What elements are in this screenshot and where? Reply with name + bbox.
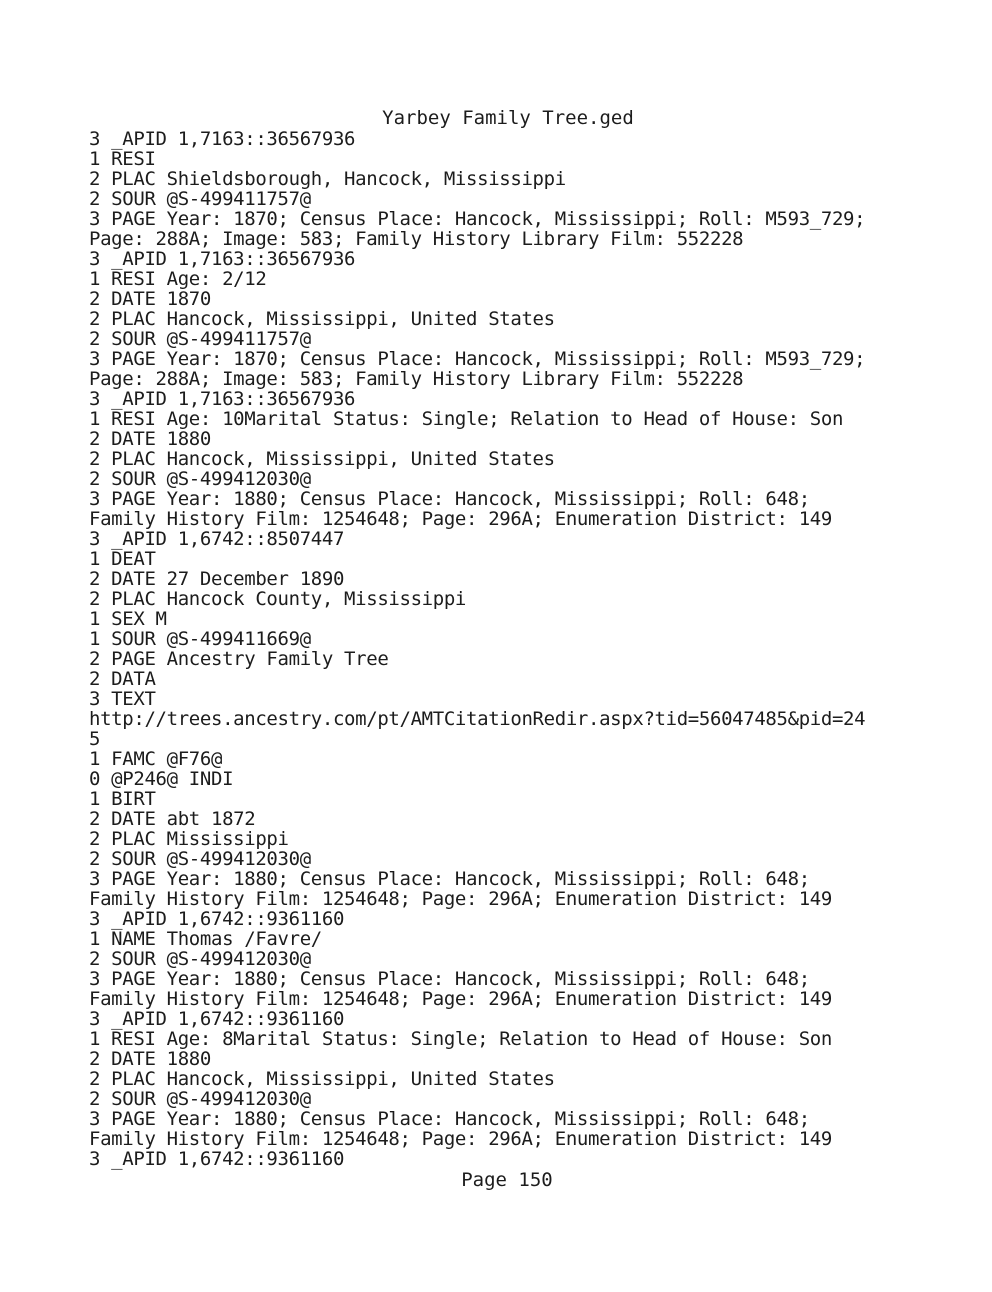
text-line: 2 SOUR @S-499412030@ <box>89 1088 311 1110</box>
text-line: 3 _APID 1,7163::36567936 <box>89 248 356 270</box>
text-line: 2 SOUR @S-499411757@ <box>89 328 311 350</box>
text-line: 1 RESI Age: 2/12 <box>89 268 267 290</box>
text-line: Page: 288A; Image: 583; Family History Library Film: 552228 <box>89 228 744 250</box>
text-line: 3 PAGE Year: 1880; Census Place: Hancock, Mississippi; Roll: 648; <box>89 868 810 890</box>
text-line: 3 PAGE Year: 1880; Census Place: Hancock, Mississippi; Roll: 648; <box>89 968 810 990</box>
text-line: 2 SOUR @S-499412030@ <box>89 848 311 870</box>
text-line: http://trees.ancestry.com/pt/AMTCitationRedir.aspx?tid=56047485&pid=24 <box>89 708 866 730</box>
text-line: 3 _APID 1,6742::8507447 <box>89 528 345 550</box>
text-line: 1 SEX M <box>89 608 167 630</box>
text-line: 2 DATE 1880 <box>89 1048 211 1070</box>
text-line: 2 PLAC Hancock, Mississippi, United States <box>89 308 555 330</box>
text-line: 0 @P246@ INDI <box>89 768 234 790</box>
text-line: 2 SOUR @S-499412030@ <box>89 468 311 490</box>
text-line: 2 PLAC Mississippi <box>89 828 289 850</box>
text-line: 2 PLAC Hancock, Mississippi, United States <box>89 1068 555 1090</box>
text-line: Page: 288A; Image: 583; Family History Library Film: 552228 <box>89 368 744 390</box>
text-line: 2 DATA <box>89 668 156 690</box>
text-line: Family History Film: 1254648; Page: 296A; Enumeration District: 149 <box>89 1128 832 1150</box>
text-line: 3 PAGE Year: 1880; Census Place: Hancock, Mississippi; Roll: 648; <box>89 1108 810 1130</box>
text-line: 5 <box>89 728 101 750</box>
text-line: 3 _APID 1,7163::36567936 <box>89 128 356 150</box>
text-line: 2 SOUR @S-499411757@ <box>89 188 311 210</box>
text-line: 1 RESI Age: 10Marital Status: Single; Relation to Head of House: Son <box>89 408 844 430</box>
text-line: 1 DEAT <box>89 548 156 570</box>
text-line: Family History Film: 1254648; Page: 296A; Enumeration District: 149 <box>89 888 832 910</box>
text-line: 1 BIRT <box>89 788 156 810</box>
page-number: Page 150 <box>461 1169 553 1191</box>
text-line: 3 PAGE Year: 1870; Census Place: Hancock, Mississippi; Roll: M593_729; <box>89 208 866 230</box>
document-title: Yarbey Family Tree.ged <box>382 107 634 129</box>
text-line: 2 DATE 27 December 1890 <box>89 568 345 590</box>
text-line: 1 SOUR @S-499411669@ <box>89 628 311 650</box>
text-line: 2 DATE 1870 <box>89 288 211 310</box>
text-line: 2 DATE abt 1872 <box>89 808 256 830</box>
text-line: 3 _APID 1,7163::36567936 <box>89 388 356 410</box>
text-line: 3 _APID 1,6742::9361160 <box>89 1148 345 1170</box>
text-line: 3 PAGE Year: 1870; Census Place: Hancock, Mississippi; Roll: M593_729; <box>89 348 866 370</box>
text-line: 2 PLAC Hancock, Mississippi, United States <box>89 448 555 470</box>
text-line: 3 _APID 1,6742::9361160 <box>89 1008 345 1030</box>
text-line: 1 RESI Age: 8Marital Status: Single; Relation to Head of House: Son <box>89 1028 832 1050</box>
text-line: 1 NAME Thomas /Favre/ <box>89 928 322 950</box>
text-line: 3 PAGE Year: 1880; Census Place: Hancock, Mississippi; Roll: 648; <box>89 488 810 510</box>
text-line: 2 PLAC Shieldsborough, Hancock, Mississippi <box>89 168 566 190</box>
text-line: 3 _APID 1,6742::9361160 <box>89 908 345 930</box>
text-line: 2 PAGE Ancestry Family Tree <box>89 648 389 670</box>
text-line: 1 FAMC @F76@ <box>89 748 223 770</box>
text-line: Family History Film: 1254648; Page: 296A; Enumeration District: 149 <box>89 508 832 530</box>
text-line: 2 PLAC Hancock County, Mississippi <box>89 588 467 610</box>
text-line: 3 TEXT <box>89 688 156 710</box>
gedcom-text-body <box>89 129 969 1169</box>
text-line: 2 SOUR @S-499412030@ <box>89 948 311 970</box>
text-line: Family History Film: 1254648; Page: 296A; Enumeration District: 149 <box>89 988 832 1010</box>
text-line: 2 DATE 1880 <box>89 428 211 450</box>
text-line: 1 RESI <box>89 148 156 170</box>
